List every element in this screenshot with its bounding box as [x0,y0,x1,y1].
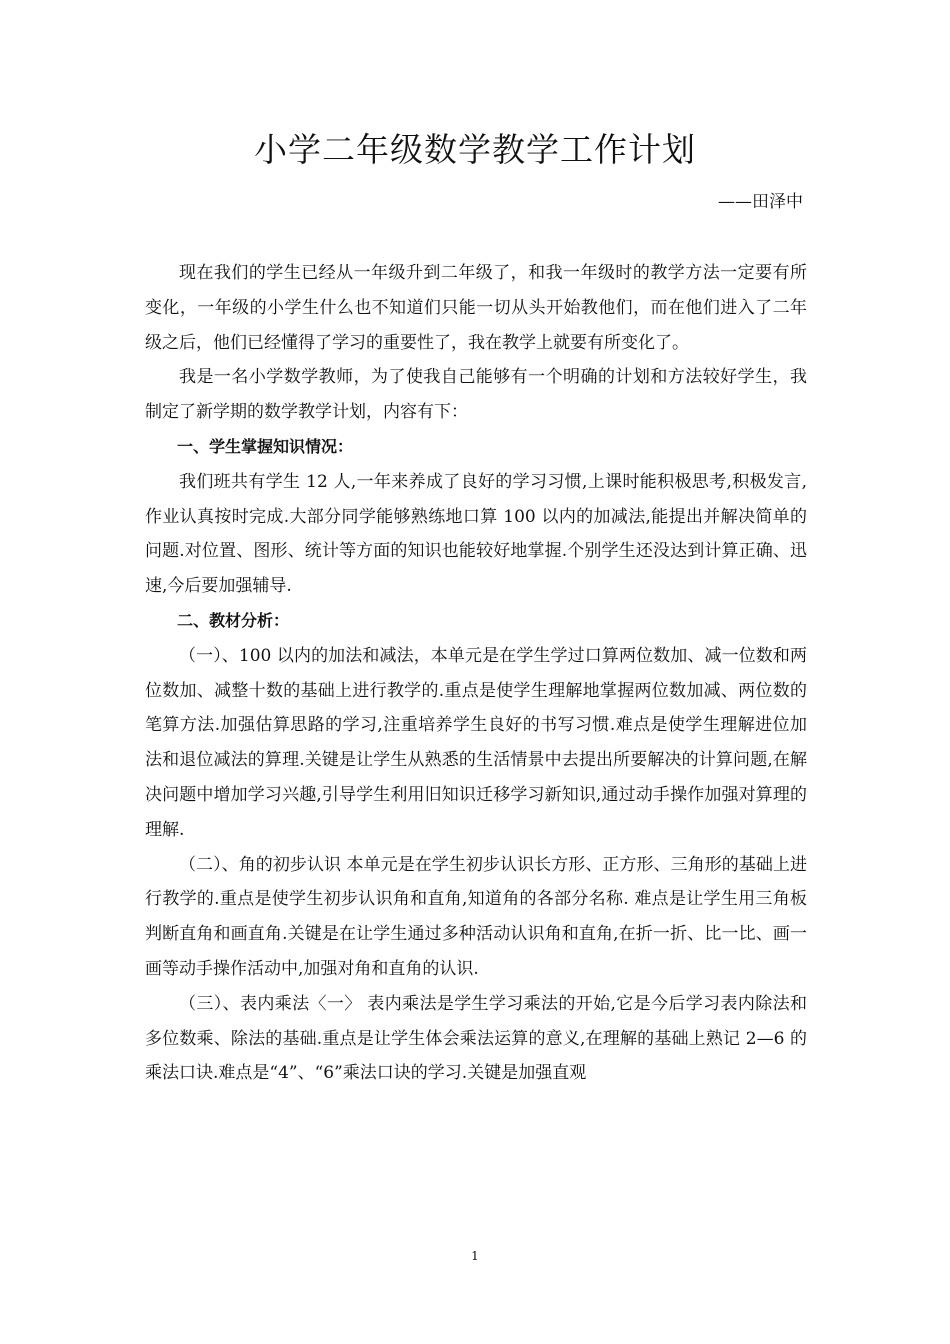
paragraph-unit-3: （三）、表内乘法〈一〉 表内乘法是学生学习乘法的开始,它是今后学习表内除法和多位数乘、除法的基础.重点是让学生体会乘法运算的意义,在理解的基础上熟记 2—6 的乘法口诀.难点是“4”、“6”乘法口诀的学习.关键是加强直观 [145,993,807,1084]
author-line: ——田泽中 [718,192,803,212]
document-title: 小学二年级数学教学工作计划 [254,130,696,169]
paragraph-intro: 现在我们的学生已经从一年级升到二年级了，和我一年级时的教学方法一定要有所变化，一年级的小学生什么也不知道们只能一切从头开始教他们，而在他们进入了二年级之后，他们已经懂得了学习的重要性了，我在教学上就要有所变化了。 [145,263,807,353]
page-number: 1 [471,1249,479,1263]
paragraph-students: 我们班共有学生 12 人,一年来养成了良好的学习习惯,上课时能积极思考,积极发言,作业认真按时完成.大部分同学能够熟练地口算 100 以内的加减法,能提出并解决简单的问题.对位置、图形、统计等方面的知识也能较好地掌握.个别学生还没达到计算正确、迅速,今后要加强辅导. [145,471,807,597]
section-heading-students: 一、学生掌握知识情况： [177,436,354,456]
paragraph-unit-1: （一）、100 以内的加法和减法，本单元是在学生学过口算两位数加、减一位数和两位数加、减整十数的基础上进行教学的.重点是使学生理解地掌握两位数加减、两位数的笔算方法.加强估算思路的学习,注重培养学生良好的书写习惯.难点是使学生理解进位加法和退位减法的算理.关键是让学生从熟悉的生活情景中去提出所要解决的计算问题,在解决问题中增加学习兴趣,引导学生利用旧知识迁移学习新知识,通过动手操作加强对算理的理解. [145,645,807,840]
document-body [145,256,807,1091]
paragraph-purpose: 我是一名小学数学教师，为了使我自己能够有一个明确的计划和方法较好学生，我制定了新学期的数学教学计划，内容有下： [145,367,807,423]
paragraph-unit-2: （二）、角的初步认识 本单元是在学生初步认识长方形、正方形、三角形的基础上进行教学的.重点是使学生初步认识角和直角,知道角的各部分名称. 难点是让学生用三角板判断直角和画直角.关键是在让学生通过多种活动认识角和直角,在折一折、比一比、画一画等动手操作活动中,加强对角和直角的认识. [145,854,807,979]
section-heading-materials: 二、教材分析： [177,610,290,630]
